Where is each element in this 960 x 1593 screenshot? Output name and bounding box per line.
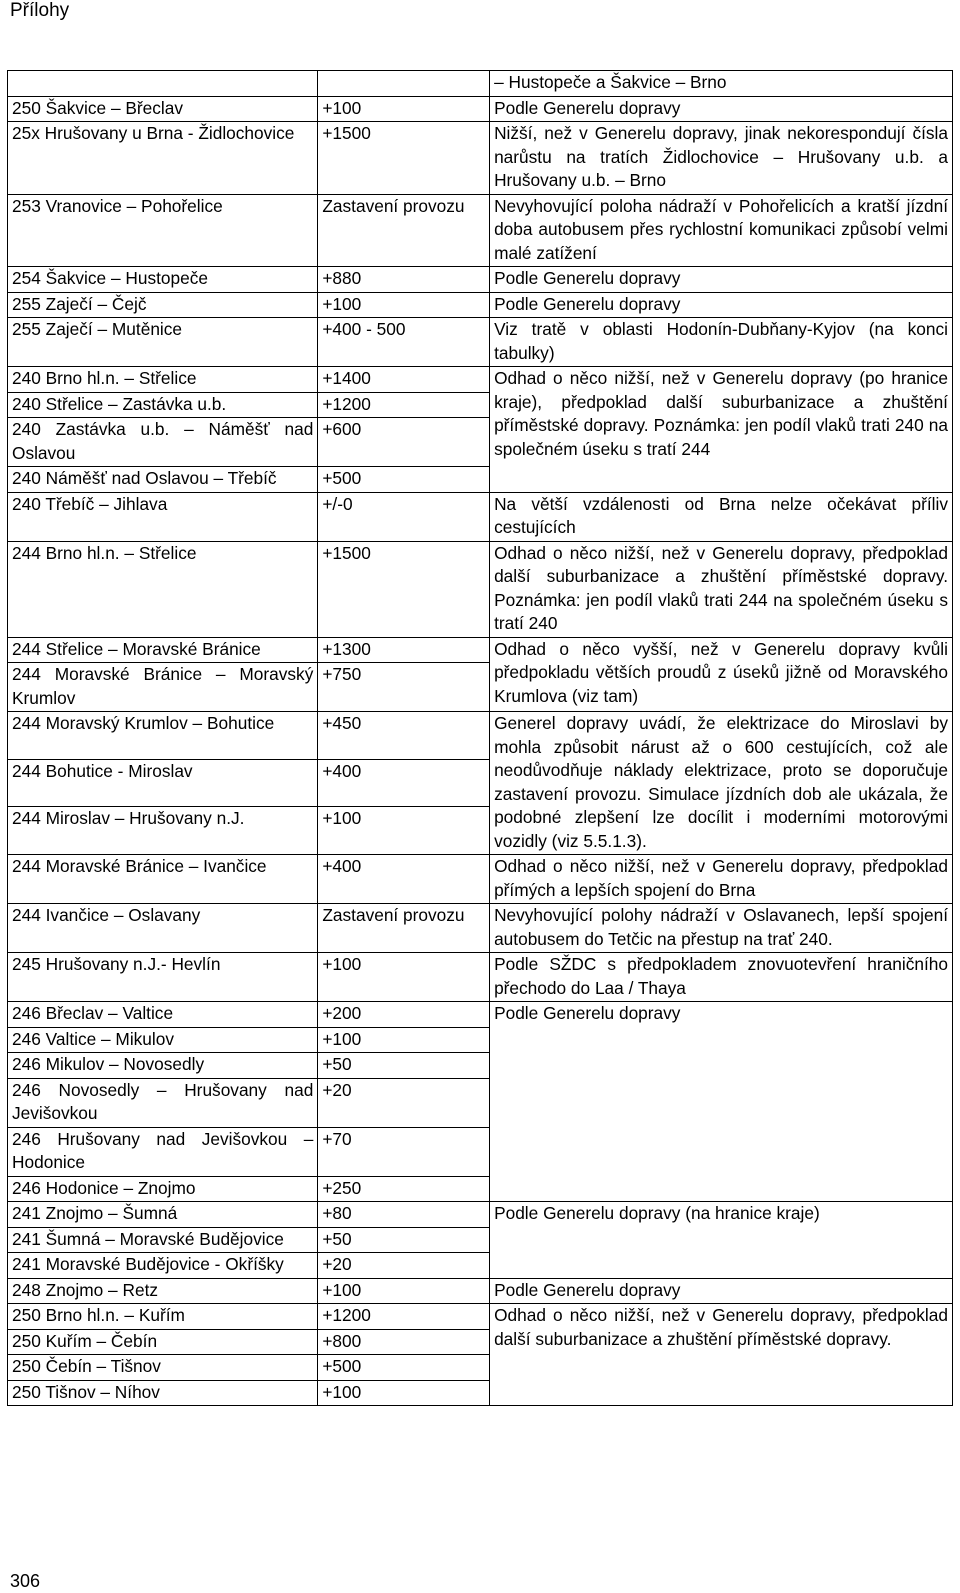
route-cell: 253 Vranovice – Pohořelice bbox=[8, 194, 318, 267]
note-cell: Nevyhovující poloha nádraží v Pohořelicích a kratší jízdní doba autobusem přes rychlostní komunikaci způsobí velmi malé zatížení bbox=[490, 194, 953, 267]
table-row bbox=[8, 712, 953, 760]
page-number: 306 bbox=[10, 1571, 41, 1591]
route-cell: 250 Čebín – Tišnov bbox=[8, 1355, 318, 1381]
change-cell: +450 bbox=[318, 712, 490, 760]
change-cell: +100 bbox=[318, 953, 490, 1002]
table-row bbox=[8, 318, 953, 367]
change-cell: +100 bbox=[318, 96, 490, 122]
route-cell: 244 Moravské Bránice – Ivančice bbox=[8, 855, 318, 904]
note-cell: Podle Generelu dopravy (na hranice kraje) bbox=[490, 1202, 953, 1279]
table-row bbox=[8, 96, 953, 122]
table-row bbox=[8, 1002, 953, 1028]
change-cell: +100 bbox=[318, 1278, 490, 1304]
change-cell: +200 bbox=[318, 1002, 490, 1028]
change-cell: +600 bbox=[318, 418, 490, 467]
route-cell: 250 Šakvice – Břeclav bbox=[8, 96, 318, 122]
route-cell: 250 Tišnov – Níhov bbox=[8, 1380, 318, 1406]
table-row bbox=[8, 122, 953, 195]
note-cell: Odhad o něco nižší, než v Generelu dopravy, předpoklad další suburbanizace a zhuštění příměstské dopravy. Poznámka: jen podíl vlaků trati 244 na společném úseku s tratí 240 bbox=[490, 541, 953, 637]
route-cell: 240 Brno hl.n. – Střelice bbox=[8, 367, 318, 393]
table-row bbox=[8, 1304, 953, 1330]
change-cell: +1500 bbox=[318, 541, 490, 637]
route-cell: 255 Zaječí – Mutěnice bbox=[8, 318, 318, 367]
route-cell: 244 Moravský Krumlov – Bohutice bbox=[8, 712, 318, 760]
route-cell: 246 Hrušovany nad Jevišovkou – Hodonice bbox=[8, 1127, 318, 1176]
route-cell: 240 Třebíč – Jihlava bbox=[8, 492, 318, 541]
change-cell: +1500 bbox=[318, 122, 490, 195]
change-cell: +20 bbox=[318, 1253, 490, 1279]
route-cell: 240 Zastávka u.b. – Náměšť nad Oslavou bbox=[8, 418, 318, 467]
table-row bbox=[8, 637, 953, 663]
note-cell: Podle Generelu dopravy bbox=[490, 1002, 953, 1202]
change-cell: +100 bbox=[318, 1027, 490, 1053]
change-cell: +1200 bbox=[318, 392, 490, 418]
route-cell bbox=[8, 71, 318, 97]
route-cell: 241 Znojmo – Šumná bbox=[8, 1202, 318, 1228]
change-cell: +400 - 500 bbox=[318, 318, 490, 367]
route-cell: 244 Střelice – Moravské Bránice bbox=[8, 637, 318, 663]
table-row bbox=[8, 1202, 953, 1228]
railway-traffic-table bbox=[7, 70, 953, 1406]
change-cell: +100 bbox=[318, 292, 490, 318]
note-cell: Na větší vzdálenosti od Brna nelze očekávat příliv cestujících bbox=[490, 492, 953, 541]
route-cell: 244 Miroslav – Hrušovany n.J. bbox=[8, 807, 318, 855]
table-row bbox=[8, 492, 953, 541]
route-cell: 240 Náměšť nad Oslavou – Třebíč bbox=[8, 467, 318, 493]
note-cell: Viz tratě v oblasti Hodonín-Dubňany-Kyjov (na konci tabulky) bbox=[490, 318, 953, 367]
change-cell: +100 bbox=[318, 807, 490, 855]
change-cell: +50 bbox=[318, 1227, 490, 1253]
route-cell: 250 Brno hl.n. – Kuřím bbox=[8, 1304, 318, 1330]
route-cell: 244 Bohutice - Miroslav bbox=[8, 759, 318, 807]
note-cell: – Hustopeče a Šakvice – Brno bbox=[490, 71, 953, 97]
change-cell: +1200 bbox=[318, 1304, 490, 1330]
change-cell: +100 bbox=[318, 1380, 490, 1406]
route-cell: 241 Moravské Budějovice - Okříšky bbox=[8, 1253, 318, 1279]
route-cell: 246 Hodonice – Znojmo bbox=[8, 1176, 318, 1202]
change-cell: +500 bbox=[318, 467, 490, 493]
change-cell: +70 bbox=[318, 1127, 490, 1176]
route-cell: 244 Ivančice – Oslavany bbox=[8, 904, 318, 953]
note-cell: Nevyhovující polohy nádraží v Oslavanech, lepší spojení autobusem do Tetčic na přestup na trať 240. bbox=[490, 904, 953, 953]
change-cell: +500 bbox=[318, 1355, 490, 1381]
route-cell: 245 Hrušovany n.J.- Hevlín bbox=[8, 953, 318, 1002]
change-cell: +800 bbox=[318, 1329, 490, 1355]
note-cell: Podle Generelu dopravy bbox=[490, 267, 953, 293]
table-row bbox=[8, 541, 953, 637]
table-row bbox=[8, 267, 953, 293]
change-cell: +50 bbox=[318, 1053, 490, 1079]
table-row bbox=[8, 855, 953, 904]
change-cell: +/-0 bbox=[318, 492, 490, 541]
table-row bbox=[8, 904, 953, 953]
section-heading: Přílohy bbox=[10, 0, 70, 21]
change-cell: +750 bbox=[318, 663, 490, 712]
note-cell: Odhad o něco vyšší, než v Generelu dopravy kvůli předpokladu větších proudů z úseků jižně od Moravského Krumlova (viz tam) bbox=[490, 637, 953, 712]
route-cell: 244 Moravské Bránice – Moravský Krumlov bbox=[8, 663, 318, 712]
change-cell: +400 bbox=[318, 855, 490, 904]
table-row bbox=[8, 1278, 953, 1304]
change-cell: +1400 bbox=[318, 367, 490, 393]
note-cell: Nižší, než v Generelu dopravy, jinak nekorespondují čísla narůstu na tratích Židlochovice – Hrušovany u.b. a Hrušovany u.b. – Brno bbox=[490, 122, 953, 195]
route-cell: 240 Střelice – Zastávka u.b. bbox=[8, 392, 318, 418]
change-cell: Zastavení provozu bbox=[318, 194, 490, 267]
route-cell: 241 Šumná – Moravské Budějovice bbox=[8, 1227, 318, 1253]
route-cell: 250 Kuřím – Čebín bbox=[8, 1329, 318, 1355]
change-cell: +250 bbox=[318, 1176, 490, 1202]
route-cell: 248 Znojmo – Retz bbox=[8, 1278, 318, 1304]
note-cell: Odhad o něco nižší, než v Generelu dopravy, předpoklad přímých a lepších spojení do Brna bbox=[490, 855, 953, 904]
note-cell: Odhad o něco nižší, než v Generelu dopravy, předpoklad další suburbanizace a zhuštění příměstské dopravy. bbox=[490, 1304, 953, 1406]
change-cell: +880 bbox=[318, 267, 490, 293]
table-row bbox=[8, 71, 953, 97]
note-cell: Podle SŽDC s předpokladem znovuotevření hraničního přechodo do Laa / Thaya bbox=[490, 953, 953, 1002]
note-cell: Odhad o něco nižší, než v Generelu dopravy (po hranice kraje), předpoklad další suburbanizace a zhuštění příměstské dopravy. Poznámka: jen podíl vlaků trati 240 na společném úseku s tratí 244 bbox=[490, 367, 953, 493]
table-row bbox=[8, 953, 953, 1002]
table-row bbox=[8, 367, 953, 393]
note-cell: Podle Generelu dopravy bbox=[490, 292, 953, 318]
change-cell bbox=[318, 71, 490, 97]
change-cell: +20 bbox=[318, 1078, 490, 1127]
route-cell: 254 Šakvice – Hustopeče bbox=[8, 267, 318, 293]
table-row bbox=[8, 194, 953, 267]
change-cell: +400 bbox=[318, 759, 490, 807]
change-cell: +80 bbox=[318, 1202, 490, 1228]
note-cell: Generel dopravy uvádí, že elektrizace do Miroslavi by mohla způsobit nárust až o 600 cestujících, což ale neodůvodňuje náklady elektrizace, proto se doporučuje zastavení provozu. Simulace jízdních dob ale ukázala, že podobné zlepšení lze docílit i moderními motorovými vozidly (viz 5.5.1.3). bbox=[490, 712, 953, 855]
note-cell: Podle Generelu dopravy bbox=[490, 96, 953, 122]
route-cell: 246 Valtice – Mikulov bbox=[8, 1027, 318, 1053]
route-cell: 246 Novosedly – Hrušovany nad Jevišovkou bbox=[8, 1078, 318, 1127]
table-row bbox=[8, 292, 953, 318]
route-cell: 244 Brno hl.n. – Střelice bbox=[8, 541, 318, 637]
change-cell: +1300 bbox=[318, 637, 490, 663]
note-cell: Podle Generelu dopravy bbox=[490, 1278, 953, 1304]
route-cell: 246 Mikulov – Novosedly bbox=[8, 1053, 318, 1079]
change-cell: Zastavení provozu bbox=[318, 904, 490, 953]
route-cell: 255 Zaječí – Čejč bbox=[8, 292, 318, 318]
route-cell: 25x Hrušovany u Brna - Židlochovice bbox=[8, 122, 318, 195]
route-cell: 246 Břeclav – Valtice bbox=[8, 1002, 318, 1028]
